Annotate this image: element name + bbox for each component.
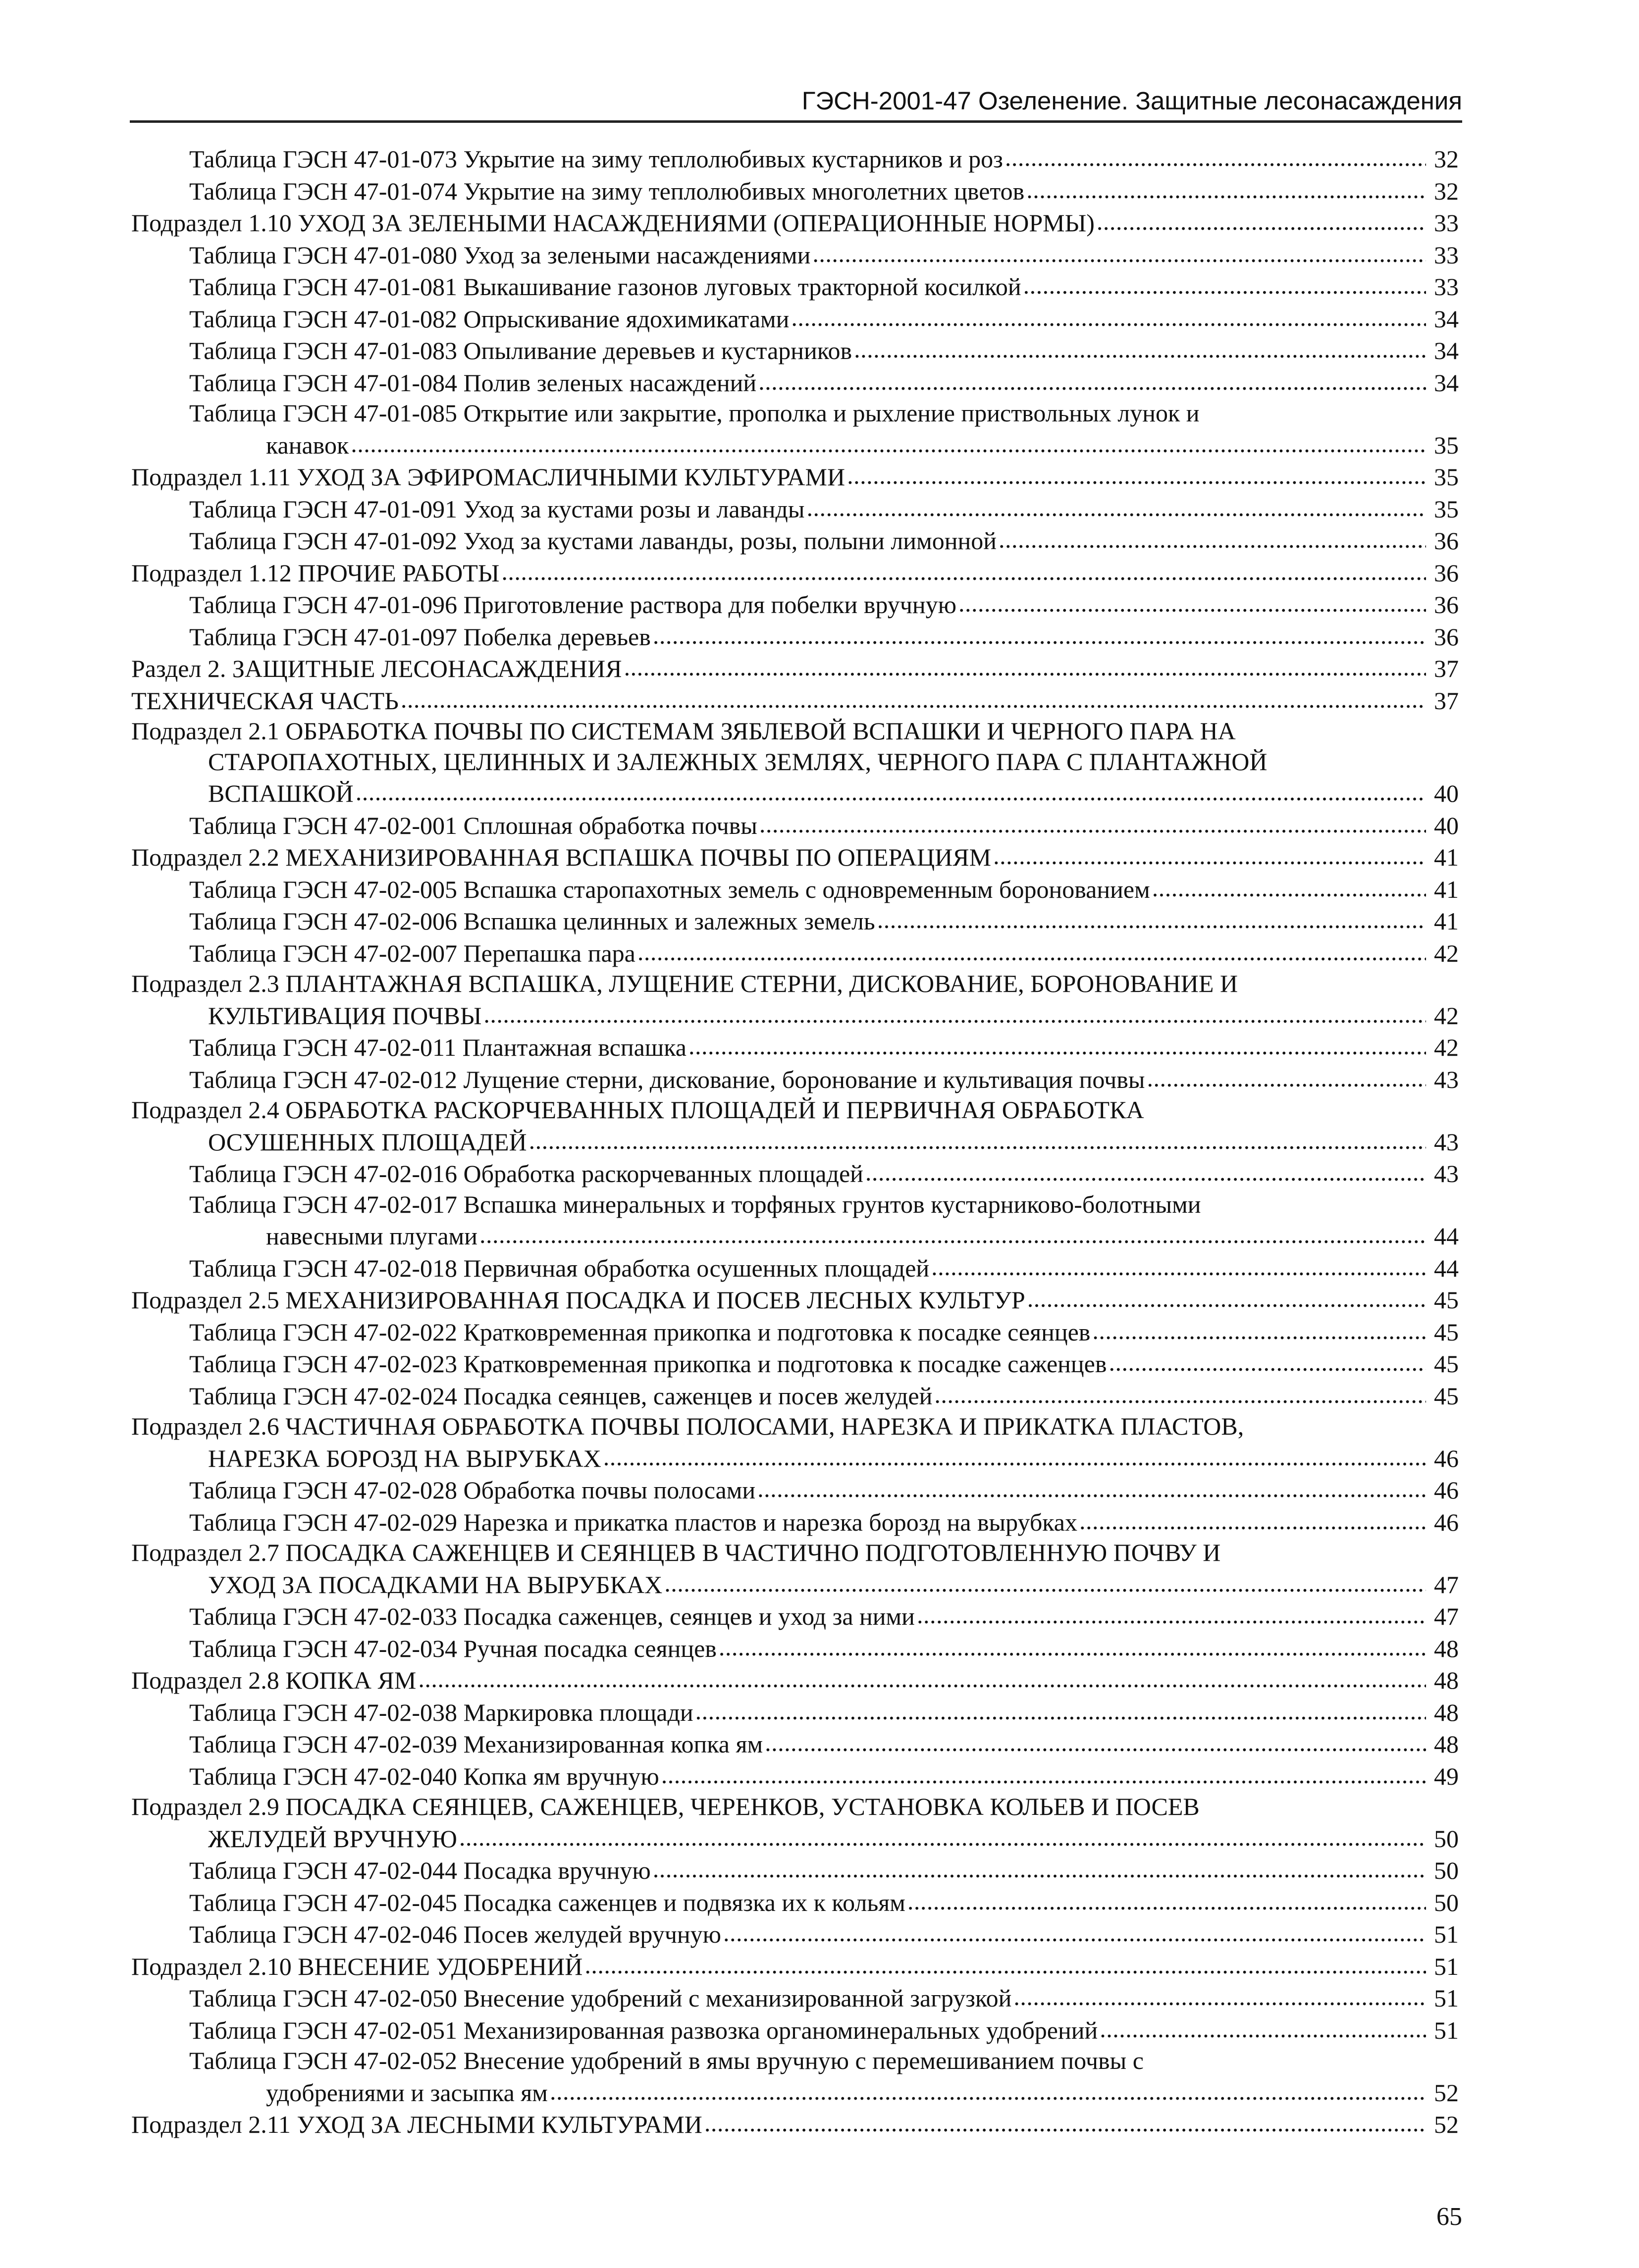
toc-entry-title: Подраздел 2.7 ПОСАДКА САЖЕНЦЕВ И СЕЯНЦЕВ В ЧАСТИЧНО ПОДГОТОВЛЕННУЮ ПОЧВУ И: [131, 1539, 1221, 1566]
dot-leader: [999, 524, 1426, 549]
toc-entry-title: КУЛЬТИВАЦИЯ ПОЧВЫ: [208, 1001, 482, 1030]
dot-leader: [695, 1696, 1426, 1721]
toc-table-entry[interactable]: [131, 1506, 1459, 1538]
toc-page-number: 45: [1434, 1318, 1459, 1346]
dot-leader: [704, 2108, 1426, 2133]
toc-page-number: 48: [1434, 1698, 1459, 1726]
toc-section-entry[interactable]: [131, 461, 1459, 493]
dot-leader: [1147, 1063, 1426, 1088]
toc-page-number: 37: [1434, 655, 1459, 682]
toc-section-entry[interactable]: [131, 1411, 1459, 1474]
toc-entry-title: Таблица ГЭСН 47-01-080 Уход за зелеными насаждениями: [189, 241, 811, 269]
toc-table-entry[interactable]: [131, 1189, 1459, 1252]
toc-page-number: 44: [1434, 1222, 1459, 1250]
toc-table-entry[interactable]: [131, 1886, 1459, 1918]
toc-page-number: 48: [1434, 1730, 1459, 1758]
toc-section-entry[interactable]: [131, 1792, 1459, 1854]
toc-page-number: 41: [1434, 907, 1459, 935]
dot-leader: [603, 1442, 1426, 1467]
toc-table-entry[interactable]: [131, 1632, 1459, 1664]
toc-page-number: 52: [1434, 2078, 1459, 2107]
toc-entry-title: Таблица ГЭСН 47-02-052 Внесение удобрений в ямы вручную с перемешиванием почвы с: [189, 2047, 1144, 2074]
dot-leader: [624, 652, 1426, 677]
dot-leader: [664, 1568, 1426, 1593]
toc-page-number: 34: [1434, 337, 1459, 364]
toc-entry-title: Таблица ГЭСН 47-02-011 Плантажная вспашка: [189, 1033, 687, 1061]
toc-entry-title: Подраздел 1.10 УХОД ЗА ЗЕЛЕНЫМИ НАСАЖДЕНИЯМИ (ОПЕРАЦИОННЫЕ НОРМЫ): [131, 209, 1095, 237]
toc-entry-title: Подраздел 2.11 УХОД ЗА ЛЕСНЫМИ КУЛЬТУРАМИ: [131, 2111, 702, 2138]
toc-page-number: 37: [1434, 686, 1459, 715]
toc-table-entry[interactable]: [131, 905, 1459, 937]
toc-page-number: 46: [1434, 1444, 1459, 1472]
toc-entry-title: Таблица ГЭСН 47-02-039 Механизированная копка ям: [189, 1730, 763, 1758]
dot-leader: [719, 1632, 1426, 1657]
toc-page-number: 52: [1434, 2111, 1459, 2138]
toc-table-entry[interactable]: [131, 1157, 1459, 1189]
toc-table-entry[interactable]: [131, 620, 1459, 653]
toc-table-entry[interactable]: [131, 1982, 1459, 2014]
dot-leader: [653, 1854, 1426, 1879]
toc-page-number: 36: [1434, 591, 1459, 619]
toc-table-entry[interactable]: [131, 1854, 1459, 1886]
table-of-contents: [131, 143, 1459, 2140]
toc-entry-title: Таблица ГЭСН 47-02-044 Посадка вручную: [189, 1856, 651, 1884]
toc-page-number: 51: [1434, 2016, 1459, 2044]
toc-page-number: 50: [1434, 1856, 1459, 1884]
toc-page-number: 51: [1434, 1952, 1459, 1980]
toc-table-entry[interactable]: [131, 143, 1459, 175]
dot-leader: [993, 841, 1426, 866]
toc-entry-title: Таблица ГЭСН 47-01-074 Укрытие на зиму теплолюбивых многолетних цветов: [189, 177, 1025, 205]
toc-table-entry[interactable]: [131, 1031, 1459, 1063]
dot-leader: [1023, 270, 1426, 295]
dot-leader: [1100, 2014, 1426, 2039]
toc-page-number: 36: [1434, 559, 1459, 587]
toc-entry-title: НАРЕЗКА БОРОЗД НА ВЫРУБКАХ: [208, 1444, 601, 1472]
dot-leader: [688, 1031, 1426, 1056]
toc-table-entry[interactable]: [131, 2014, 1459, 2046]
dot-leader: [791, 303, 1426, 327]
toc-entry-title: Подраздел 1.12 ПРОЧИЕ РАБОТЫ: [131, 559, 500, 587]
toc-entry-title: Таблица ГЭСН 47-02-028 Обработка почвы полосами: [189, 1476, 756, 1504]
toc-entry-title: Таблица ГЭСН 47-02-038 Маркировка площади: [189, 1698, 693, 1726]
toc-page-number: 42: [1434, 939, 1459, 967]
toc-table-entry[interactable]: [131, 1474, 1459, 1506]
toc-page-number: 32: [1434, 145, 1459, 173]
dot-leader: [907, 1886, 1426, 1911]
dot-leader: [806, 493, 1426, 517]
toc-entry-title: Таблица ГЭСН 47-02-017 Вспашка минеральных и торфяных грунтов кустарниково-болотными: [189, 1190, 1201, 1218]
toc-page-number: 34: [1434, 305, 1459, 333]
toc-table-entry[interactable]: [131, 1728, 1459, 1760]
toc-entry-title: СТАРОПАХОТНЫХ, ЦЕЛИННЫХ И ЗАЛЕЖНЫХ ЗЕМЛЯХ, ЧЕРНОГО ПАРА С ПЛАНТАЖНОЙ: [208, 747, 1268, 775]
toc-page-number: 33: [1434, 273, 1459, 301]
toc-page-number: 35: [1434, 495, 1459, 523]
toc-page-number: 47: [1434, 1570, 1459, 1598]
toc-entry-title: ОСУШЕННЫХ ПЛОЩАДЕЙ: [208, 1128, 527, 1156]
toc-page-number: 43: [1434, 1160, 1459, 1187]
toc-entry-title: Подраздел 2.1 ОБРАБОТКА ПОЧВЫ ПО СИСТЕМАМ ЗЯБЛЕВОЙ ВСПАШКИ И ЧЕРНОГО ПАРА НА: [131, 717, 1236, 745]
dot-leader: [917, 1600, 1426, 1625]
toc-entry-title: Подраздел 2.2 МЕХАНИЗИРОВАННАЯ ВСПАШКА ПОЧВЫ ПО ОПЕРАЦИЯМ: [131, 843, 992, 871]
dot-leader: [401, 684, 1426, 709]
toc-table-entry[interactable]: [131, 175, 1459, 207]
dot-leader: [931, 1252, 1426, 1277]
dot-leader: [584, 1950, 1426, 1975]
dot-leader: [1013, 1982, 1426, 2007]
toc-entry-title: канавок: [266, 431, 349, 459]
dot-leader: [757, 1474, 1426, 1498]
dot-leader: [865, 1157, 1426, 1182]
toc-table-entry[interactable]: [131, 1600, 1459, 1632]
toc-entry-title: ТЕХНИЧЕСКАЯ ЧАСТЬ: [131, 686, 399, 715]
dot-leader: [854, 334, 1426, 359]
toc-entry-title: Таблица ГЭСН 47-02-012 Лущение стерни, дискование, боронование и культивация почвы: [189, 1065, 1145, 1093]
toc-table-entry[interactable]: [131, 873, 1459, 905]
toc-entry-title: ЖЕЛУДЕЙ ВРУЧНУЮ: [208, 1824, 457, 1853]
running-header-title: ГЭСН-2001-47 Озеленение. Защитные лесонасаждения: [801, 87, 1462, 115]
toc-table-entry[interactable]: [131, 366, 1459, 399]
dot-leader: [501, 557, 1426, 581]
toc-section-entry[interactable]: [131, 716, 1459, 809]
toc-entry-title: Таблица ГЭСН 47-02-023 Кратковременная прикопка и подготовка к посадке саженцев: [189, 1350, 1107, 1378]
toc-page-number: 42: [1434, 1033, 1459, 1061]
toc-entry-title: Таблица ГЭСН 47-02-001 Сплошная обработка почвы: [189, 811, 757, 839]
dot-leader: [418, 1664, 1426, 1689]
toc-entry-title: Подраздел 2.8 КОПКА ЯМ: [131, 1666, 417, 1694]
toc-section-entry[interactable]: [131, 841, 1459, 873]
toc-page-number: 41: [1434, 875, 1459, 903]
toc-page-number: 43: [1434, 1128, 1459, 1156]
toc-page-number: 40: [1434, 779, 1459, 807]
toc-entry-title: Таблица ГЭСН 47-02-007 Перепашка пара: [189, 939, 635, 967]
toc-page-number: 51: [1434, 1920, 1459, 1948]
toc-page-number: 34: [1434, 368, 1459, 397]
toc-section-entry[interactable]: [131, 1284, 1459, 1316]
dot-leader: [877, 905, 1426, 929]
toc-page-number: 50: [1434, 1888, 1459, 1916]
dot-leader: [847, 461, 1426, 485]
toc-page-number: 46: [1434, 1508, 1459, 1536]
toc-page-number: 48: [1434, 1634, 1459, 1662]
toc-entry-title: Таблица ГЭСН 47-01-082 Опрыскивание ядохимикатами: [189, 305, 790, 333]
toc-entry-title: Таблица ГЭСН 47-01-096 Приготовление раствора для побелки вручную: [189, 591, 956, 619]
toc-section-entry[interactable]: [131, 1950, 1459, 1982]
dot-leader: [765, 1728, 1426, 1753]
toc-entry-title: Таблица ГЭСН 47-01-085 Открытие или закрытие, прополка и рыхление приствольных лунок и: [189, 399, 1200, 427]
toc-entry-title: Подраздел 2.4 ОБРАБОТКА РАСКОРЧЕВАННЫХ ПЛОЩАДЕЙ И ПЕРВИЧНАЯ ОБРАБОТКА: [131, 1096, 1144, 1124]
toc-entry-title: Таблица ГЭСН 47-02-005 Вспашка старопахотных земель с одновременным боронованием: [189, 875, 1150, 903]
dot-leader: [661, 1760, 1426, 1785]
toc-entry-title: Раздел 2. ЗАЩИТНЫЕ ЛЕСОНАСАЖДЕНИЯ: [131, 655, 622, 682]
dot-leader: [1109, 1347, 1426, 1372]
toc-page-number: 35: [1434, 431, 1459, 459]
toc-section-entry[interactable]: [131, 652, 1459, 684]
toc-entry-title: Таблица ГЭСН 47-01-084 Полив зеленых насаждений: [189, 368, 757, 397]
toc-table-entry[interactable]: [131, 937, 1459, 969]
toc-page-number: 36: [1434, 622, 1459, 651]
toc-page-number: 32: [1434, 177, 1459, 205]
toc-section-entry[interactable]: [131, 1664, 1459, 1696]
dot-leader: [356, 777, 1426, 802]
toc-entry-title: Таблица ГЭСН 47-02-046 Посев желудей вручную: [189, 1920, 721, 1948]
toc-page-number: 36: [1434, 527, 1459, 555]
toc-entry-title: Подраздел 2.10 ВНЕСЕНИЕ УДОБРЕНИЙ: [131, 1952, 583, 1980]
dot-leader: [1097, 206, 1426, 231]
toc-table-entry[interactable]: [131, 1760, 1459, 1792]
dot-leader: [1027, 1284, 1426, 1308]
dot-leader: [1079, 1506, 1426, 1531]
toc-entry-title: Таблица ГЭСН 47-01-091 Уход за кустами розы и лаванды: [189, 495, 805, 523]
dot-leader: [1092, 1316, 1426, 1340]
dot-leader: [483, 999, 1426, 1024]
toc-table-entry[interactable]: [131, 1316, 1459, 1348]
running-header: [130, 83, 1462, 123]
toc-section-entry[interactable]: [131, 1538, 1459, 1600]
page-number: 65: [1436, 2203, 1462, 2231]
toc-table-entry[interactable]: [131, 1380, 1459, 1412]
toc-entry-title: Таблица ГЭСН 47-02-024 Посадка сеянцев, саженцев и посев желудей: [189, 1382, 933, 1410]
toc-page-number: 33: [1434, 209, 1459, 237]
toc-page-number: 35: [1434, 463, 1459, 491]
toc-page-number: 45: [1434, 1350, 1459, 1378]
dot-leader: [637, 937, 1426, 962]
toc-page-number: 48: [1434, 1666, 1459, 1694]
toc-section-entry[interactable]: [131, 557, 1459, 589]
toc-entry-title: удобрениями и засыпка ям: [266, 2078, 548, 2107]
toc-table-entry[interactable]: [131, 493, 1459, 525]
toc-entry-title: Таблица ГЭСН 47-02-006 Вспашка целинных и залежных земель: [189, 907, 875, 935]
toc-page-number: 46: [1434, 1476, 1459, 1504]
toc-entry-title: навесными плугами: [266, 1222, 477, 1250]
dot-leader: [934, 1380, 1426, 1404]
toc-section-entry[interactable]: [131, 2108, 1459, 2140]
dot-leader: [958, 588, 1426, 613]
toc-table-entry[interactable]: [131, 398, 1459, 461]
toc-entry-title: Таблица ГЭСН 47-01-081 Выкашивание газонов луговых тракторной косилкой: [189, 273, 1021, 301]
toc-entry-title: Таблица ГЭСН 47-01-073 Укрытие на зиму теплолюбивых кустарников и роз: [189, 145, 1003, 173]
toc-page-number: 47: [1434, 1602, 1459, 1630]
toc-entry-title: Таблица ГЭСН 47-02-034 Ручная посадка сеянцев: [189, 1634, 717, 1662]
toc-entry-title: Подраздел 2.3 ПЛАНТАЖНАЯ ВСПАШКА, ЛУЩЕНИЕ СТЕРНИ, ДИСКОВАНИЕ, БОРОНОВАНИЕ И: [131, 970, 1238, 997]
dot-leader: [759, 809, 1426, 834]
toc-table-entry[interactable]: [131, 303, 1459, 335]
toc-table-entry[interactable]: [131, 1063, 1459, 1095]
dot-leader: [550, 2076, 1426, 2101]
toc-table-entry[interactable]: [131, 809, 1459, 841]
toc-page-number: 42: [1434, 1001, 1459, 1030]
toc-page-number: 49: [1434, 1762, 1459, 1790]
toc-page-number: 33: [1434, 241, 1459, 269]
toc-page-number: 44: [1434, 1254, 1459, 1282]
toc-entry-title: Таблица ГЭСН 47-02-029 Нарезка и прикатка пластов и нарезка борозд на вырубках: [189, 1508, 1077, 1536]
toc-entry-title: Таблица ГЭСН 47-01-092 Уход за кустами лаванды, розы, полыни лимонной: [189, 527, 997, 555]
dot-leader: [529, 1126, 1426, 1150]
toc-entry-title: Таблица ГЭСН 47-02-050 Внесение удобрений с механизированной загрузкой: [189, 1984, 1012, 2012]
toc-entry-title: Таблица ГЭСН 47-02-045 Посадка саженцев и подвязка их к кольям: [189, 1888, 905, 1916]
dot-leader: [723, 1918, 1426, 1943]
toc-table-entry[interactable]: [131, 588, 1459, 620]
toc-table-entry[interactable]: [131, 524, 1459, 557]
toc-entry-title: ВСПАШКОЙ: [208, 779, 354, 807]
toc-table-entry[interactable]: [131, 2046, 1459, 2108]
toc-page-number: 50: [1434, 1824, 1459, 1853]
toc-table-entry[interactable]: [131, 1252, 1459, 1284]
dot-leader: [1026, 175, 1426, 200]
toc-page-number: 51: [1434, 1984, 1459, 2012]
toc-entry-title: Таблица ГЭСН 47-02-018 Первичная обработка осушенных площадей: [189, 1254, 930, 1282]
toc-entry-title: Таблица ГЭСН 47-02-033 Посадка саженцев, сеянцев и уход за ними: [189, 1602, 915, 1630]
toc-entry-title: Таблица ГЭСН 47-01-083 Опыливание деревьев и кустарников: [189, 337, 852, 364]
dot-leader: [653, 620, 1426, 645]
toc-table-entry[interactable]: [131, 1347, 1459, 1380]
toc-entry-title: Таблица ГЭСН 47-02-022 Кратковременная прикопка и подготовка к посадке сеянцев: [189, 1318, 1091, 1346]
toc-entry-title: Таблица ГЭСН 47-01-097 Побелка деревьев: [189, 622, 651, 651]
toc-table-entry[interactable]: [131, 1696, 1459, 1728]
toc-entry-title: Подраздел 2.6 ЧАСТИЧНАЯ ОБРАБОТКА ПОЧВЫ ПОЛОСАМИ, НАРЕЗКА И ПРИКАТКА ПЛАСТОВ,: [131, 1412, 1244, 1440]
toc-table-entry[interactable]: [131, 239, 1459, 271]
dot-leader: [459, 1822, 1426, 1847]
toc-table-entry[interactable]: [131, 334, 1459, 366]
toc-entry-title: УХОД ЗА ПОСАДКАМИ НА ВЫРУБКАХ: [208, 1570, 663, 1598]
toc-section-entry[interactable]: [131, 1095, 1459, 1157]
toc-entry-title: Подраздел 2.5 МЕХАНИЗИРОВАННАЯ ПОСАДКА И ПОСЕВ ЛЕСНЫХ КУЛЬТУР: [131, 1286, 1025, 1314]
dot-leader: [1005, 143, 1426, 167]
toc-entry-title: Таблица ГЭСН 47-02-040 Копка ям вручную: [189, 1762, 659, 1790]
toc-entry-title: Подраздел 2.9 ПОСАДКА СЕЯНЦЕВ, САЖЕНЦЕВ, ЧЕРЕНКОВ, УСТАНОВКА КОЛЬЕВ И ПОСЕВ: [131, 1793, 1200, 1820]
dot-leader: [1152, 873, 1426, 898]
toc-page-number: 45: [1434, 1286, 1459, 1314]
dot-leader: [479, 1220, 1426, 1244]
dot-leader: [812, 239, 1426, 263]
toc-page-number: 41: [1434, 843, 1459, 871]
dot-leader: [351, 429, 1426, 454]
toc-page-number: 43: [1434, 1065, 1459, 1093]
toc-section-entry[interactable]: [131, 206, 1459, 239]
dot-leader: [758, 366, 1426, 391]
toc-entry-title: Подраздел 1.11 УХОД ЗА ЭФИРОМАСЛИЧНЫМИ КУЛЬТУРАМИ: [131, 463, 846, 491]
toc-table-entry[interactable]: [131, 270, 1459, 303]
toc-section-entry[interactable]: [131, 969, 1459, 1031]
toc-page-number: 45: [1434, 1382, 1459, 1410]
toc-section-entry[interactable]: [131, 684, 1459, 717]
toc-entry-title: Таблица ГЭСН 47-02-051 Механизированная развозка органоминеральных удобрений: [189, 2016, 1098, 2044]
toc-table-entry[interactable]: [131, 1918, 1459, 1950]
toc-page-number: 40: [1434, 811, 1459, 839]
toc-entry-title: Таблица ГЭСН 47-02-016 Обработка раскорчеванных площадей: [189, 1160, 863, 1187]
